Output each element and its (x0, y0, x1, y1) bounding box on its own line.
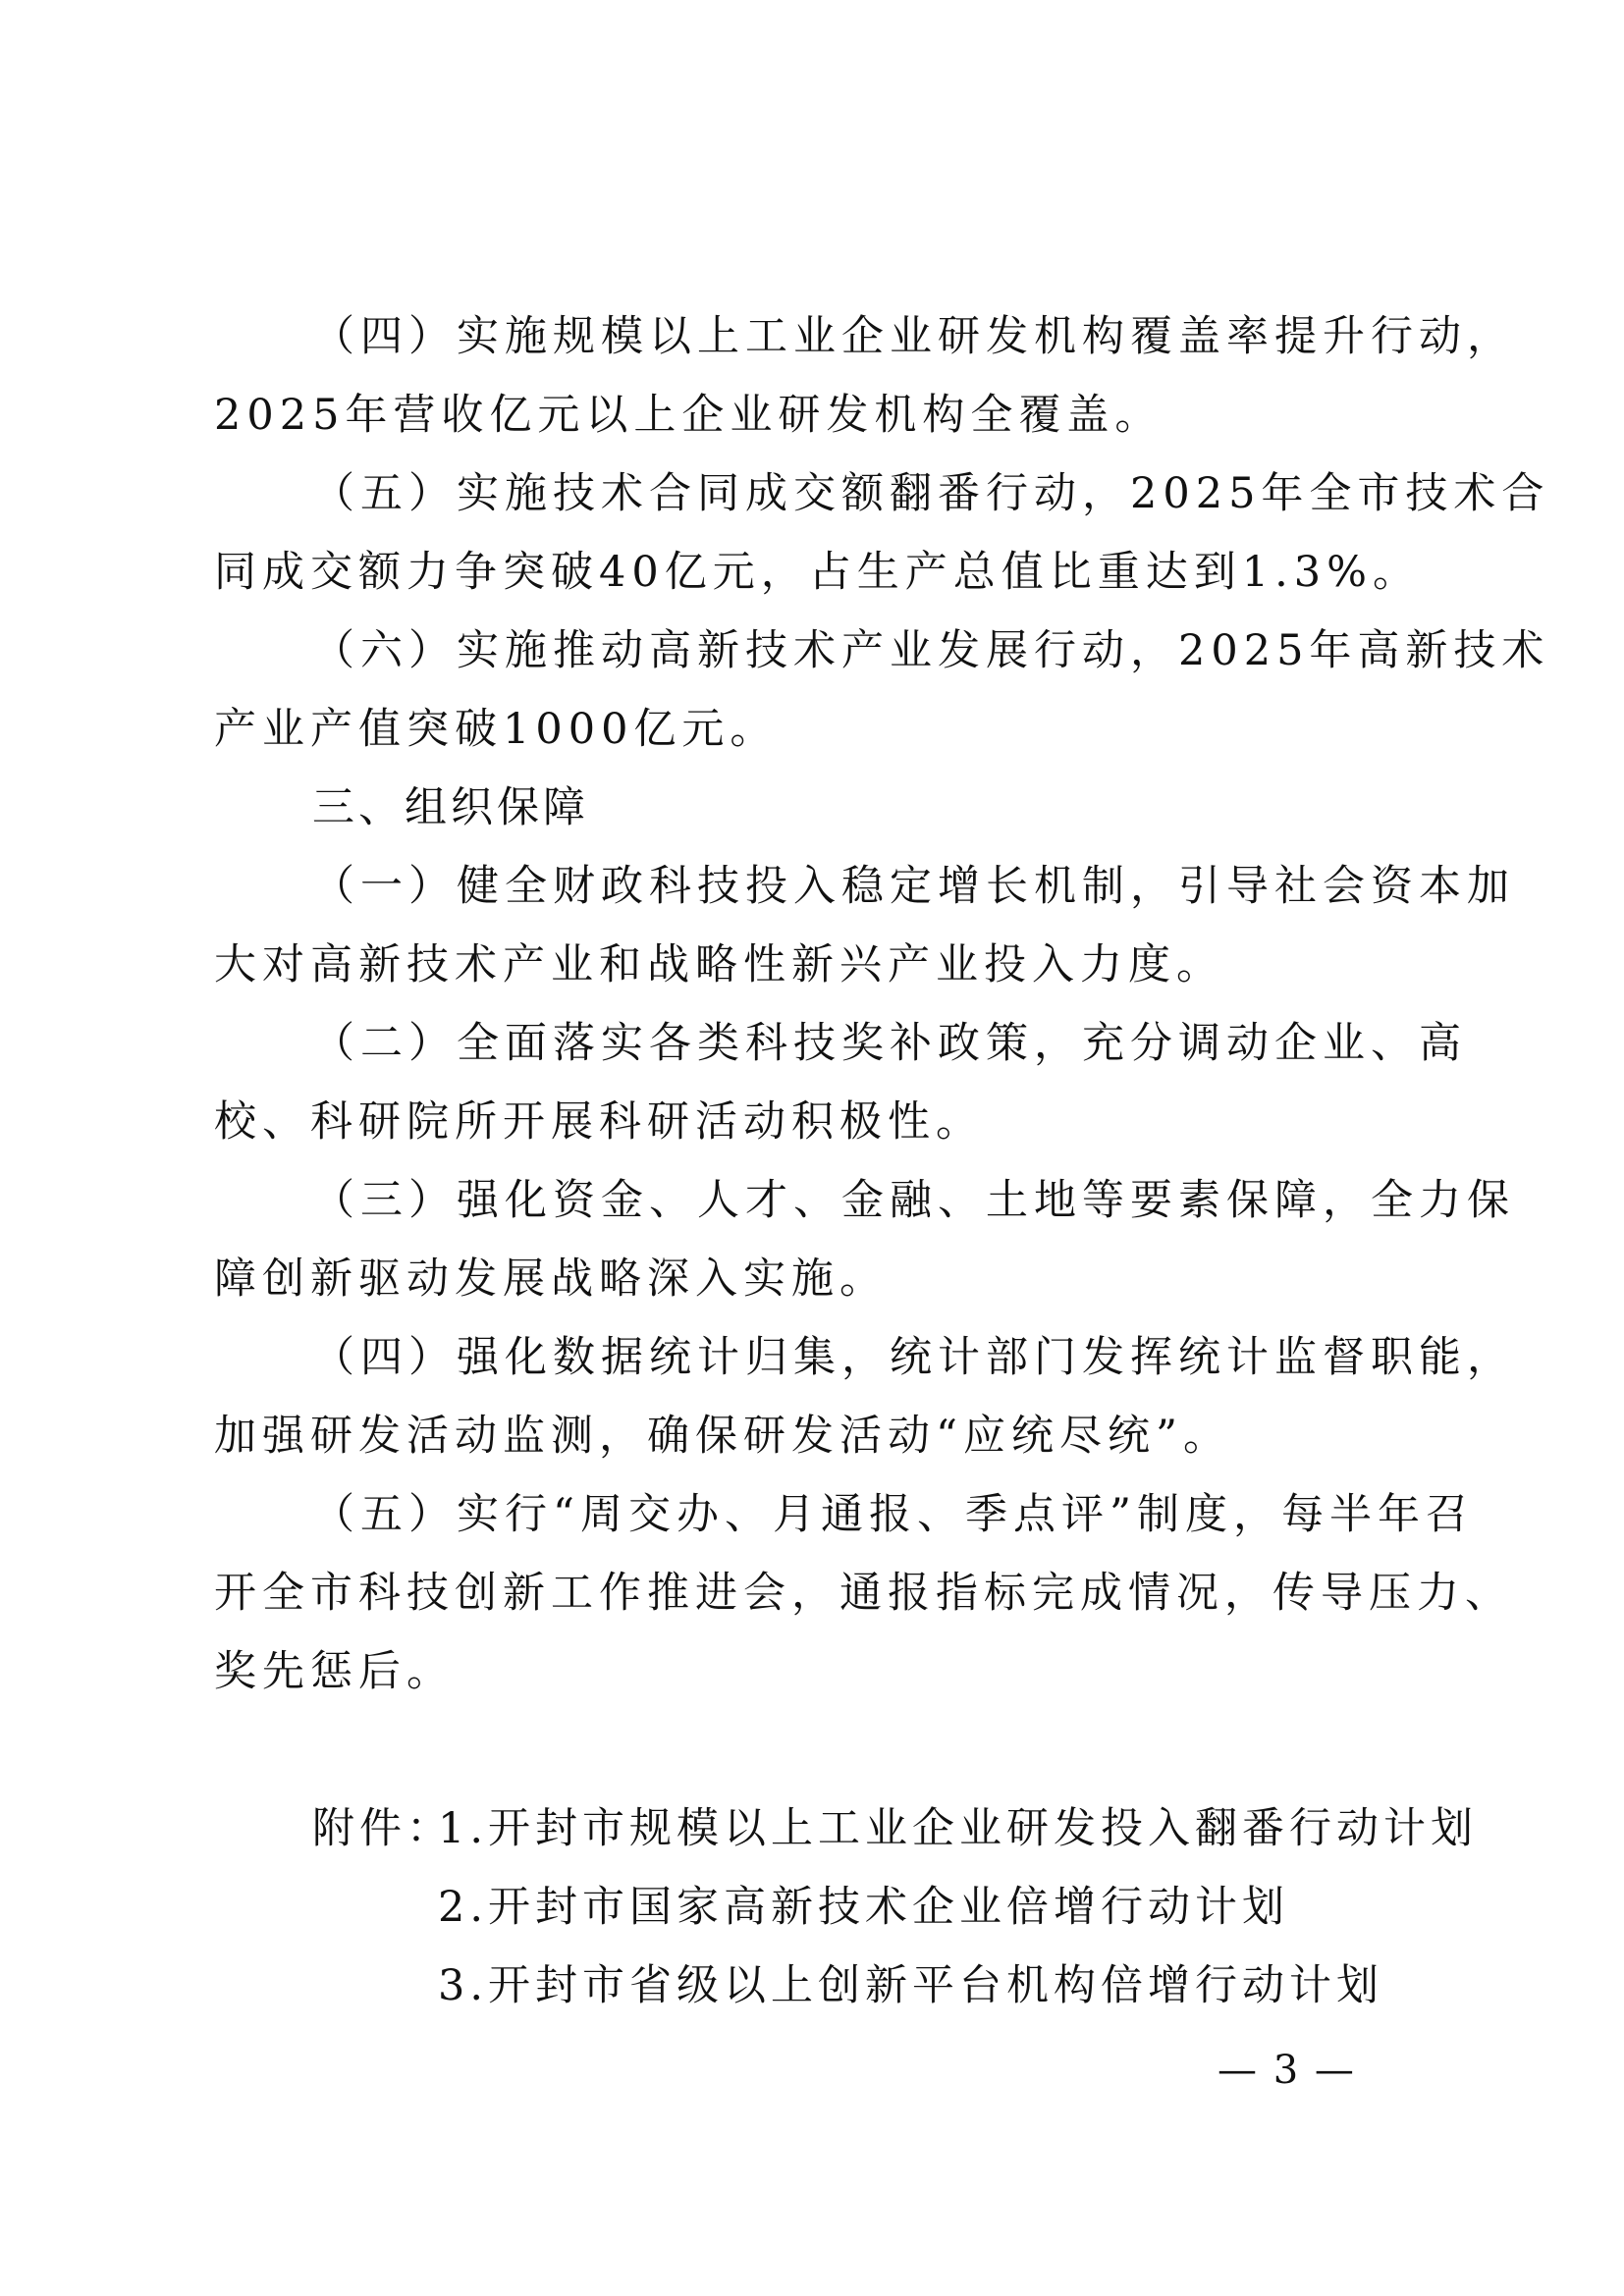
paragraph-line: 奖先惩后。 (214, 1647, 455, 1696)
attachment-item: 2.开封市国家高新技术企业倍增行动计划 (438, 1883, 1290, 1932)
paragraph-line: 同成交额力争突破40亿元，占生产总值比重达到1.3%。 (214, 548, 1421, 597)
paragraph-line: 校、科研院所开展科研活动积极性。 (214, 1097, 984, 1147)
paragraph-line: 开全市科技创新工作推进会，通报指标完成情况，传导压力、 (214, 1569, 1513, 1618)
paragraph-line: 2025年营收亿元以上企业研发机构全覆盖。 (214, 391, 1164, 440)
paragraph-line: （二）全面落实各类科技奖补政策，充分调动企业、高 (312, 1019, 1467, 1068)
attachment-item: 3.开封市省级以上创新平台机构倍增行动计划 (438, 1961, 1384, 2010)
paragraph-line: （五）实施技术合同成交额翻番行动，2025年全市技术合 (312, 469, 1550, 518)
page-number: — 3 — (1218, 2048, 1356, 2093)
paragraph-line: （四）强化数据统计归集，统计部门发挥统计监督职能， (312, 1333, 1515, 1382)
paragraph-line: 障创新驱动发展战略深入实施。 (214, 1255, 888, 1304)
paragraph-line: 大对高新技术产业和战略性新兴产业投入力度。 (214, 940, 1224, 989)
paragraph-line: 加强研发活动监测，确保研发活动“应统尽统”。 (214, 1412, 1231, 1461)
paragraph-line: （五）实行“周交办、月通报、季点评”制度，每半年召 (312, 1490, 1474, 1539)
attachment-item: 1.开封市规模以上工业企业研发投入翻番行动计划 (438, 1804, 1479, 1853)
paragraph-line: 产业产值突破1000亿元。 (214, 705, 779, 754)
section-heading: 三、组织保障 (312, 783, 589, 832)
attachment-label: 附件： (312, 1804, 454, 1853)
paragraph-line: （四）实施规模以上工业企业研发机构覆盖率提升行动， (312, 312, 1515, 361)
paragraph-line: （六）实施推动高新技术产业发展行动，2025年高新技术 (312, 626, 1550, 675)
paragraph-line: （一）健全财政科技投入稳定增长机制，引导社会资本加 (312, 862, 1515, 911)
paragraph-line: （三）强化资金、人才、金融、土地等要素保障，全力保 (312, 1176, 1515, 1225)
